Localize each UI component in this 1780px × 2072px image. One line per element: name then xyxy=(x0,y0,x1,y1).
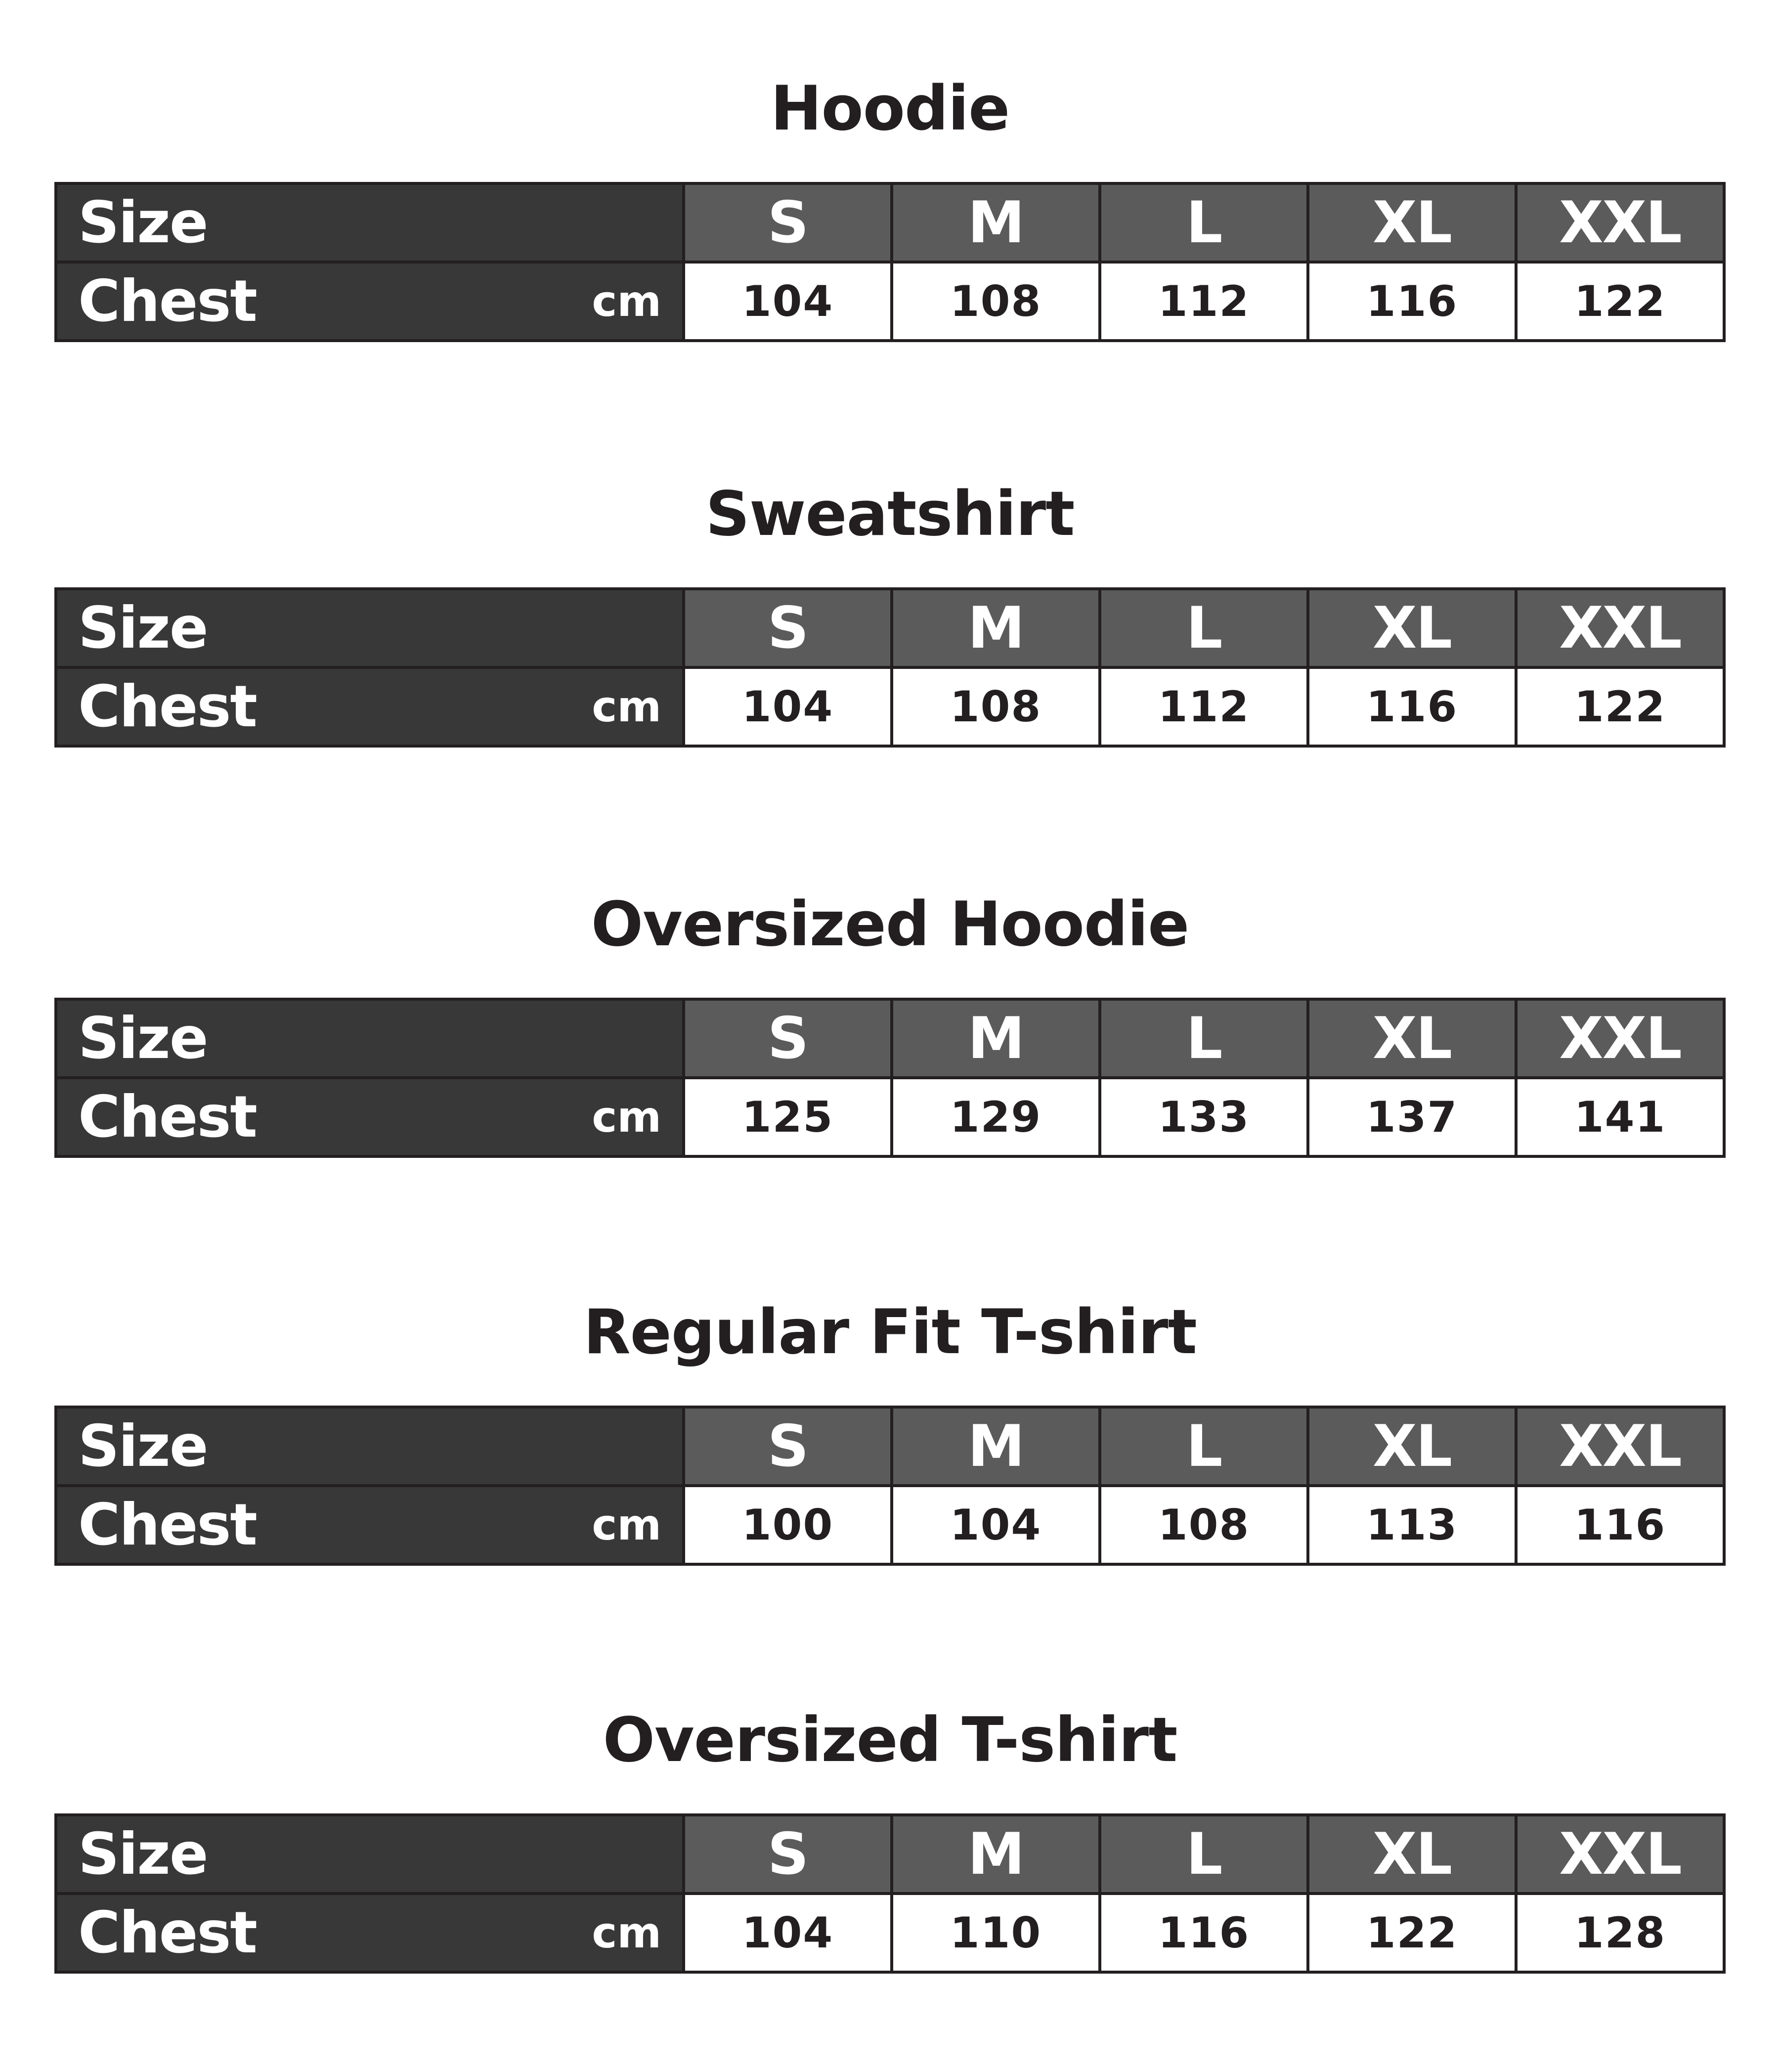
size-row-label: Size xyxy=(78,189,208,256)
unit-label: cm xyxy=(592,1500,661,1550)
size-header-cell: M xyxy=(892,999,1100,1078)
size-label-cell xyxy=(56,999,684,1078)
chest-row-label: Chest xyxy=(78,1899,257,1966)
size-header-cell: L xyxy=(1100,999,1308,1078)
size-label-cell xyxy=(56,589,684,667)
size-header-cell: L xyxy=(1100,1815,1308,1894)
size-row-label: Size xyxy=(78,1413,208,1480)
chest-value-cell: 125 xyxy=(684,1078,892,1156)
chest-value-cell: 116 xyxy=(1308,262,1516,341)
chest-value-cell: 133 xyxy=(1100,1078,1308,1156)
chest-row xyxy=(56,1078,1724,1156)
size-header-cell: S xyxy=(684,1815,892,1894)
size-row-label: Size xyxy=(78,1821,208,1888)
size-table xyxy=(54,1813,1726,1974)
size-label-cell xyxy=(56,1407,684,1486)
chart-title: Oversized Hoodie xyxy=(591,889,1189,960)
size-table xyxy=(54,1406,1726,1566)
size-header-cell: S xyxy=(684,1407,892,1486)
size-row xyxy=(56,1407,1724,1486)
size-header-cell: L xyxy=(1100,589,1308,667)
chest-value-cell: 110 xyxy=(892,1894,1100,1972)
size-row xyxy=(56,1815,1724,1894)
size-header-cell: S xyxy=(684,999,892,1078)
chest-label-cell xyxy=(56,1078,684,1156)
chest-value-cell: 108 xyxy=(892,667,1100,746)
chest-value-cell: 116 xyxy=(1100,1894,1308,1972)
chest-value-cell: 100 xyxy=(684,1486,892,1564)
size-header-cell: S xyxy=(684,183,892,262)
size-header-cell: XXL xyxy=(1516,183,1724,262)
chest-row-label: Chest xyxy=(78,1492,257,1558)
size-table xyxy=(54,587,1726,748)
size-header-cell: XL xyxy=(1308,183,1516,262)
size-header-cell: M xyxy=(892,1407,1100,1486)
chest-value-cell: 141 xyxy=(1516,1078,1724,1156)
size-table xyxy=(54,182,1726,342)
size-header-cell: XL xyxy=(1308,999,1516,1078)
chest-value-cell: 122 xyxy=(1308,1894,1516,1972)
chest-value-cell: 108 xyxy=(892,262,1100,341)
chart-title: Hoodie xyxy=(770,73,1010,144)
chart-title: Oversized T-shirt xyxy=(603,1705,1177,1776)
chest-value-cell: 104 xyxy=(892,1486,1100,1564)
chest-value-cell: 137 xyxy=(1308,1078,1516,1156)
chest-value-cell: 112 xyxy=(1100,262,1308,341)
chest-value-cell: 129 xyxy=(892,1078,1100,1156)
chest-value-cell: 104 xyxy=(684,1894,892,1972)
chest-label-cell xyxy=(56,1894,684,1972)
chart-title: Sweatshirt xyxy=(705,479,1075,550)
unit-label: cm xyxy=(592,682,661,732)
chest-row xyxy=(56,667,1724,746)
size-row xyxy=(56,183,1724,262)
size-header-cell: XXL xyxy=(1516,1815,1724,1894)
chest-value-cell: 104 xyxy=(684,262,892,341)
size-header-cell: XXL xyxy=(1516,589,1724,667)
size-row xyxy=(56,589,1724,667)
chest-row xyxy=(56,262,1724,341)
chest-row-label: Chest xyxy=(78,268,257,335)
unit-label: cm xyxy=(592,276,661,326)
chest-row-label: Chest xyxy=(78,673,257,740)
chest-value-cell: 122 xyxy=(1516,262,1724,341)
chest-value-cell: 108 xyxy=(1100,1486,1308,1564)
size-header-cell: M xyxy=(892,1815,1100,1894)
size-header-cell: M xyxy=(892,183,1100,262)
size-header-cell: L xyxy=(1100,183,1308,262)
chest-label-cell xyxy=(56,1486,684,1564)
size-header-cell: XL xyxy=(1308,1407,1516,1486)
size-header-cell: XXL xyxy=(1516,1407,1724,1486)
size-header-cell: S xyxy=(684,589,892,667)
chest-value-cell: 116 xyxy=(1308,667,1516,746)
chest-value-cell: 128 xyxy=(1516,1894,1724,1972)
chest-row xyxy=(56,1486,1724,1564)
chest-value-cell: 113 xyxy=(1308,1486,1516,1564)
size-label-cell xyxy=(56,1815,684,1894)
chart-title: Regular Fit T-shirt xyxy=(583,1297,1197,1368)
size-header-cell: XXL xyxy=(1516,999,1724,1078)
chest-value-cell: 116 xyxy=(1516,1486,1724,1564)
chest-row xyxy=(56,1894,1724,1972)
size-table xyxy=(54,998,1726,1158)
size-header-cell: XL xyxy=(1308,1815,1516,1894)
size-row-label: Size xyxy=(78,595,208,661)
unit-label: cm xyxy=(592,1908,661,1958)
chest-label-cell xyxy=(56,262,684,341)
chest-row-label: Chest xyxy=(78,1084,257,1150)
chest-value-cell: 112 xyxy=(1100,667,1308,746)
chest-value-cell: 104 xyxy=(684,667,892,746)
unit-label: cm xyxy=(592,1092,661,1142)
size-label-cell xyxy=(56,183,684,262)
size-header-cell: XL xyxy=(1308,589,1516,667)
size-row xyxy=(56,999,1724,1078)
size-row-label: Size xyxy=(78,1005,208,1072)
size-header-cell: M xyxy=(892,589,1100,667)
chest-value-cell: 122 xyxy=(1516,667,1724,746)
size-header-cell: L xyxy=(1100,1407,1308,1486)
chest-label-cell xyxy=(56,667,684,746)
